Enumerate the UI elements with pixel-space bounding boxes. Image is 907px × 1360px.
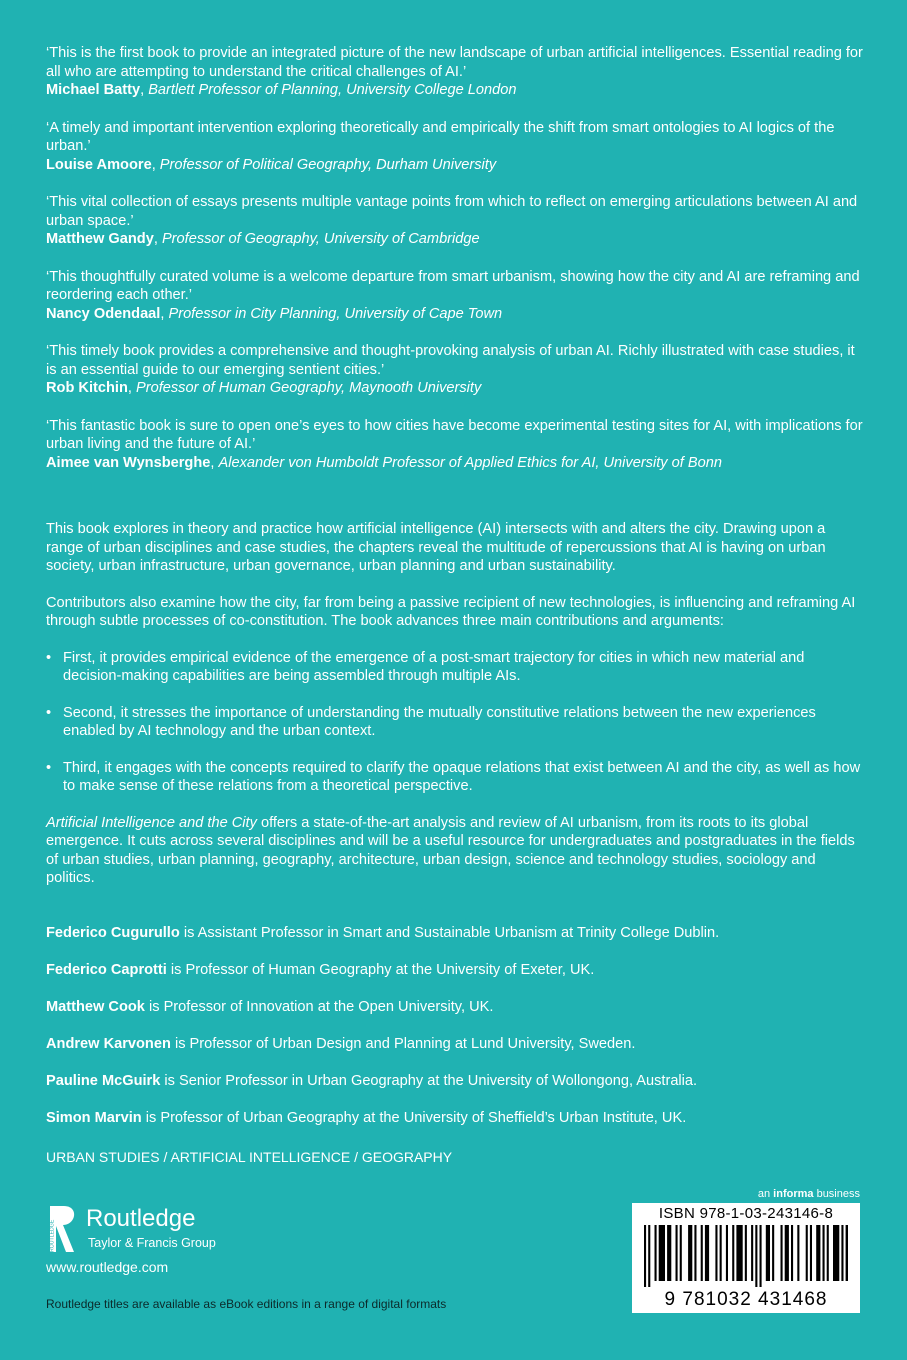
barcode-bar [781,1225,783,1281]
barcode-bar [791,1225,793,1281]
endorser-name: Rob Kitchin [46,380,128,396]
endorser-name: Nancy Odendaal [46,305,161,322]
author-bios [46,924,864,1128]
description-paragraph: This book explores in theory and practice how artificial intelligence (AI) intersects with and alters the city. Drawing upon a range of urban disciplines and case studies, the chapters reveal the multitude of repercussions that AI is having on urban society, urban infrastructure, urban governance, urban planning and urban sustainability. [46,521,826,574]
description-paragraph: Contributors also examine how the city, far from being a passive recipient of new technologies, is influencing and reframing AI through subtle processes of co-constitution. The book advances three main contributions and arguments: [46,594,856,629]
barcode-bar [827,1225,829,1281]
barcode-bar [772,1225,774,1281]
endorsement [46,417,864,473]
publisher-website[interactable]: www.routledge.com [46,1259,169,1275]
separator: , [140,82,149,98]
barcode-bar [732,1225,734,1281]
endorsement [46,119,864,175]
endorsement [46,193,864,249]
endorsement [46,268,864,324]
endorsement [46,342,864,398]
barcode-bar [766,1225,770,1281]
book-title: Artificial Intelligence and the City [46,814,257,831]
barcode-bar [841,1225,843,1281]
barcode-bar [726,1225,728,1281]
informa-prefix: an [757,1188,774,1200]
barcode-bar [736,1225,742,1281]
informa-brand: informa [773,1188,814,1200]
author-bio [46,1035,864,1054]
barcode-bar [751,1225,753,1281]
author-bio [46,998,864,1017]
endorsement-quote: ‘This timely book provides a comprehensive and thought-provoking analysis of urban AI. Richly illustrated with case studies, it is an essential guide to our emerging sentient cities.’ [46,343,855,378]
author-description: is Professor of Innovation at the Open University, UK. [144,998,494,1015]
informa-suffix: business [813,1188,860,1200]
vertical-mark-text: ROUTLEDGE [49,1219,56,1252]
barcode-bar [720,1225,722,1281]
barcode-bar [688,1225,692,1281]
publisher-group: Taylor & Francis Group [88,1236,216,1250]
barcode-bar [745,1225,747,1281]
separator: , [210,454,219,471]
barcode-bar [755,1225,757,1287]
endorsement-quote: ‘This is the first book to provide an integrated picture of the new landscape of urban artificial intelligences. Essential reading for all who are attempting to understand the critical challenges of AI.’ [46,45,863,80]
contribution-list [46,649,864,796]
barcode-bar [760,1225,762,1287]
endorsement [46,44,864,100]
author-description: is Professor of Human Geography at the University of Exeter, UK. [166,961,595,978]
list-item: • First, it provides empirical evidence of the emergence of a post-smart trajectory for cities in which new material and decision-making capabilities are being assembled through multiple AIs. [46,649,864,686]
endorser-name: Aimee van Wynsberghe [46,454,211,471]
endorsement-quote: ‘This vital collection of essays presents multiple vantage points from which to reflect on emerging articulations between AI and urban space.’ [46,194,858,229]
barcode-bar [676,1225,678,1281]
barcode-bar [659,1225,665,1281]
description-closing [46,814,864,888]
author-name: Simon Marvin [46,1109,142,1126]
endorser-title: Bartlett Professor of Planning, University College London [148,82,517,98]
author-description: is Professor of Urban Geography at the University of Sheffield’s Urban Institute, UK. [141,1109,687,1126]
barcode-bar [694,1225,696,1281]
barcode-bar [648,1225,650,1287]
endorser-title: Professor in City Planning, University of Cape Town [168,305,503,322]
barcode-bar [644,1225,646,1287]
endorser-title: Professor of Human Geography, Maynooth University [136,380,482,396]
endorser-name: Matthew Gandy [46,231,154,247]
list-item: • Second, it stresses the importance of understanding the mutually constitutive relations between the new experiences enabled by AI technology and the urban context. [46,704,864,741]
barcode-bar [785,1225,789,1281]
barcode-bar [655,1225,657,1281]
barcode-bar [823,1225,825,1281]
separator: , [160,305,169,322]
isbn-barcode [632,1203,860,1313]
closing-text: offers a state-of-the-art analysis and review of AI urbanism, from its roots to its global emergence. It cuts across several disciplines and will be a useful resource for undergraduates and postgraduates in the fields of urban studies, urban planning, geography, architecture, urban design, science and technology studies, sociology and politics. [46,814,855,886]
barcode-bar [797,1225,799,1281]
author-name: Federico Cugurullo [46,924,180,941]
routledge-mark-icon [46,1204,78,1254]
endorser-title: Professor of Geography, University of Cambridge [161,231,480,247]
barcode-bar [806,1225,808,1281]
back-cover-text [46,44,864,1166]
barcode-bar [667,1225,671,1281]
subject-categories: URBAN STUDIES / ARTIFICIAL INTELLIGENCE / GEOGRAPHY [46,1149,453,1165]
endorser-name: Louise Amoore [46,156,152,173]
endorsement-quote: ‘This fantastic book is sure to open one’s eyes to how cities have become experimental testing sites for AI, with implications for urban living and the future of AI.’ [46,417,863,452]
separator: , [127,380,136,396]
author-name: Andrew Karvonen [46,1035,171,1052]
routledge-logo [46,1204,246,1256]
barcode-bar [705,1225,709,1281]
separator: , [153,231,162,247]
author-name: Pauline McGuirk [46,1072,161,1089]
endorsements [46,44,864,472]
barcode-bar [816,1225,820,1281]
author-bio [46,1072,864,1091]
endorser-title: Alexander von Humboldt Professor of Applied Ethics for AI, University of Bonn [218,454,722,471]
author-bio [46,924,864,943]
separator: , [151,156,160,173]
barcode-bar [715,1225,717,1281]
publisher-brand: Routledge [86,1205,196,1232]
author-description: is Senior Professor in Urban Geography at the University of Wollongong, Australia. [160,1072,698,1089]
barcode-bar [846,1225,848,1281]
author-name: Matthew Cook [46,998,145,1015]
list-item: • Third, it engages with the concepts required to clarify the opaque relations that exist between AI and the city, as well as how to make sense of these relations from a theoretical perspective. [46,759,864,796]
endorser-title: Professor of Political Geography, Durham University [159,156,497,173]
book-description [46,520,864,888]
endorsement-quote: ‘A timely and important intervention exploring theoretically and empirically the shift from smart ontologies to AI logics of the urban.’ [46,119,835,154]
barcode-bar [833,1225,839,1281]
endorser-name: Michael Batty [46,82,141,98]
barcode-bar [810,1225,812,1281]
ebook-note: Routledge titles are available as eBook editions in a range of digital formats [46,1297,447,1311]
author-description: is Assistant Professor in Smart and Sustainable Urbanism at Trinity College Dublin. [179,924,720,941]
barcode-bar [680,1225,682,1281]
author-description: is Professor of Urban Design and Planning at Lund University, Sweden. [170,1035,636,1052]
barcode-bar [701,1225,703,1281]
author-bio [46,961,864,980]
barcode-bars [644,1225,848,1287]
informa-tagline [700,1187,860,1201]
author-name: Federico Caprotti [46,961,167,978]
author-bio [46,1109,864,1128]
endorsement-quote: ‘This thoughtfully curated volume is a welcome departure from smart urbanism, showing how the city and AI are reframing and reordering each other.’ [46,268,860,303]
barcode-digits: 9 781032 431468 [664,1289,828,1310]
isbn-label: ISBN 978-1-03-243146-8 [658,1205,834,1222]
